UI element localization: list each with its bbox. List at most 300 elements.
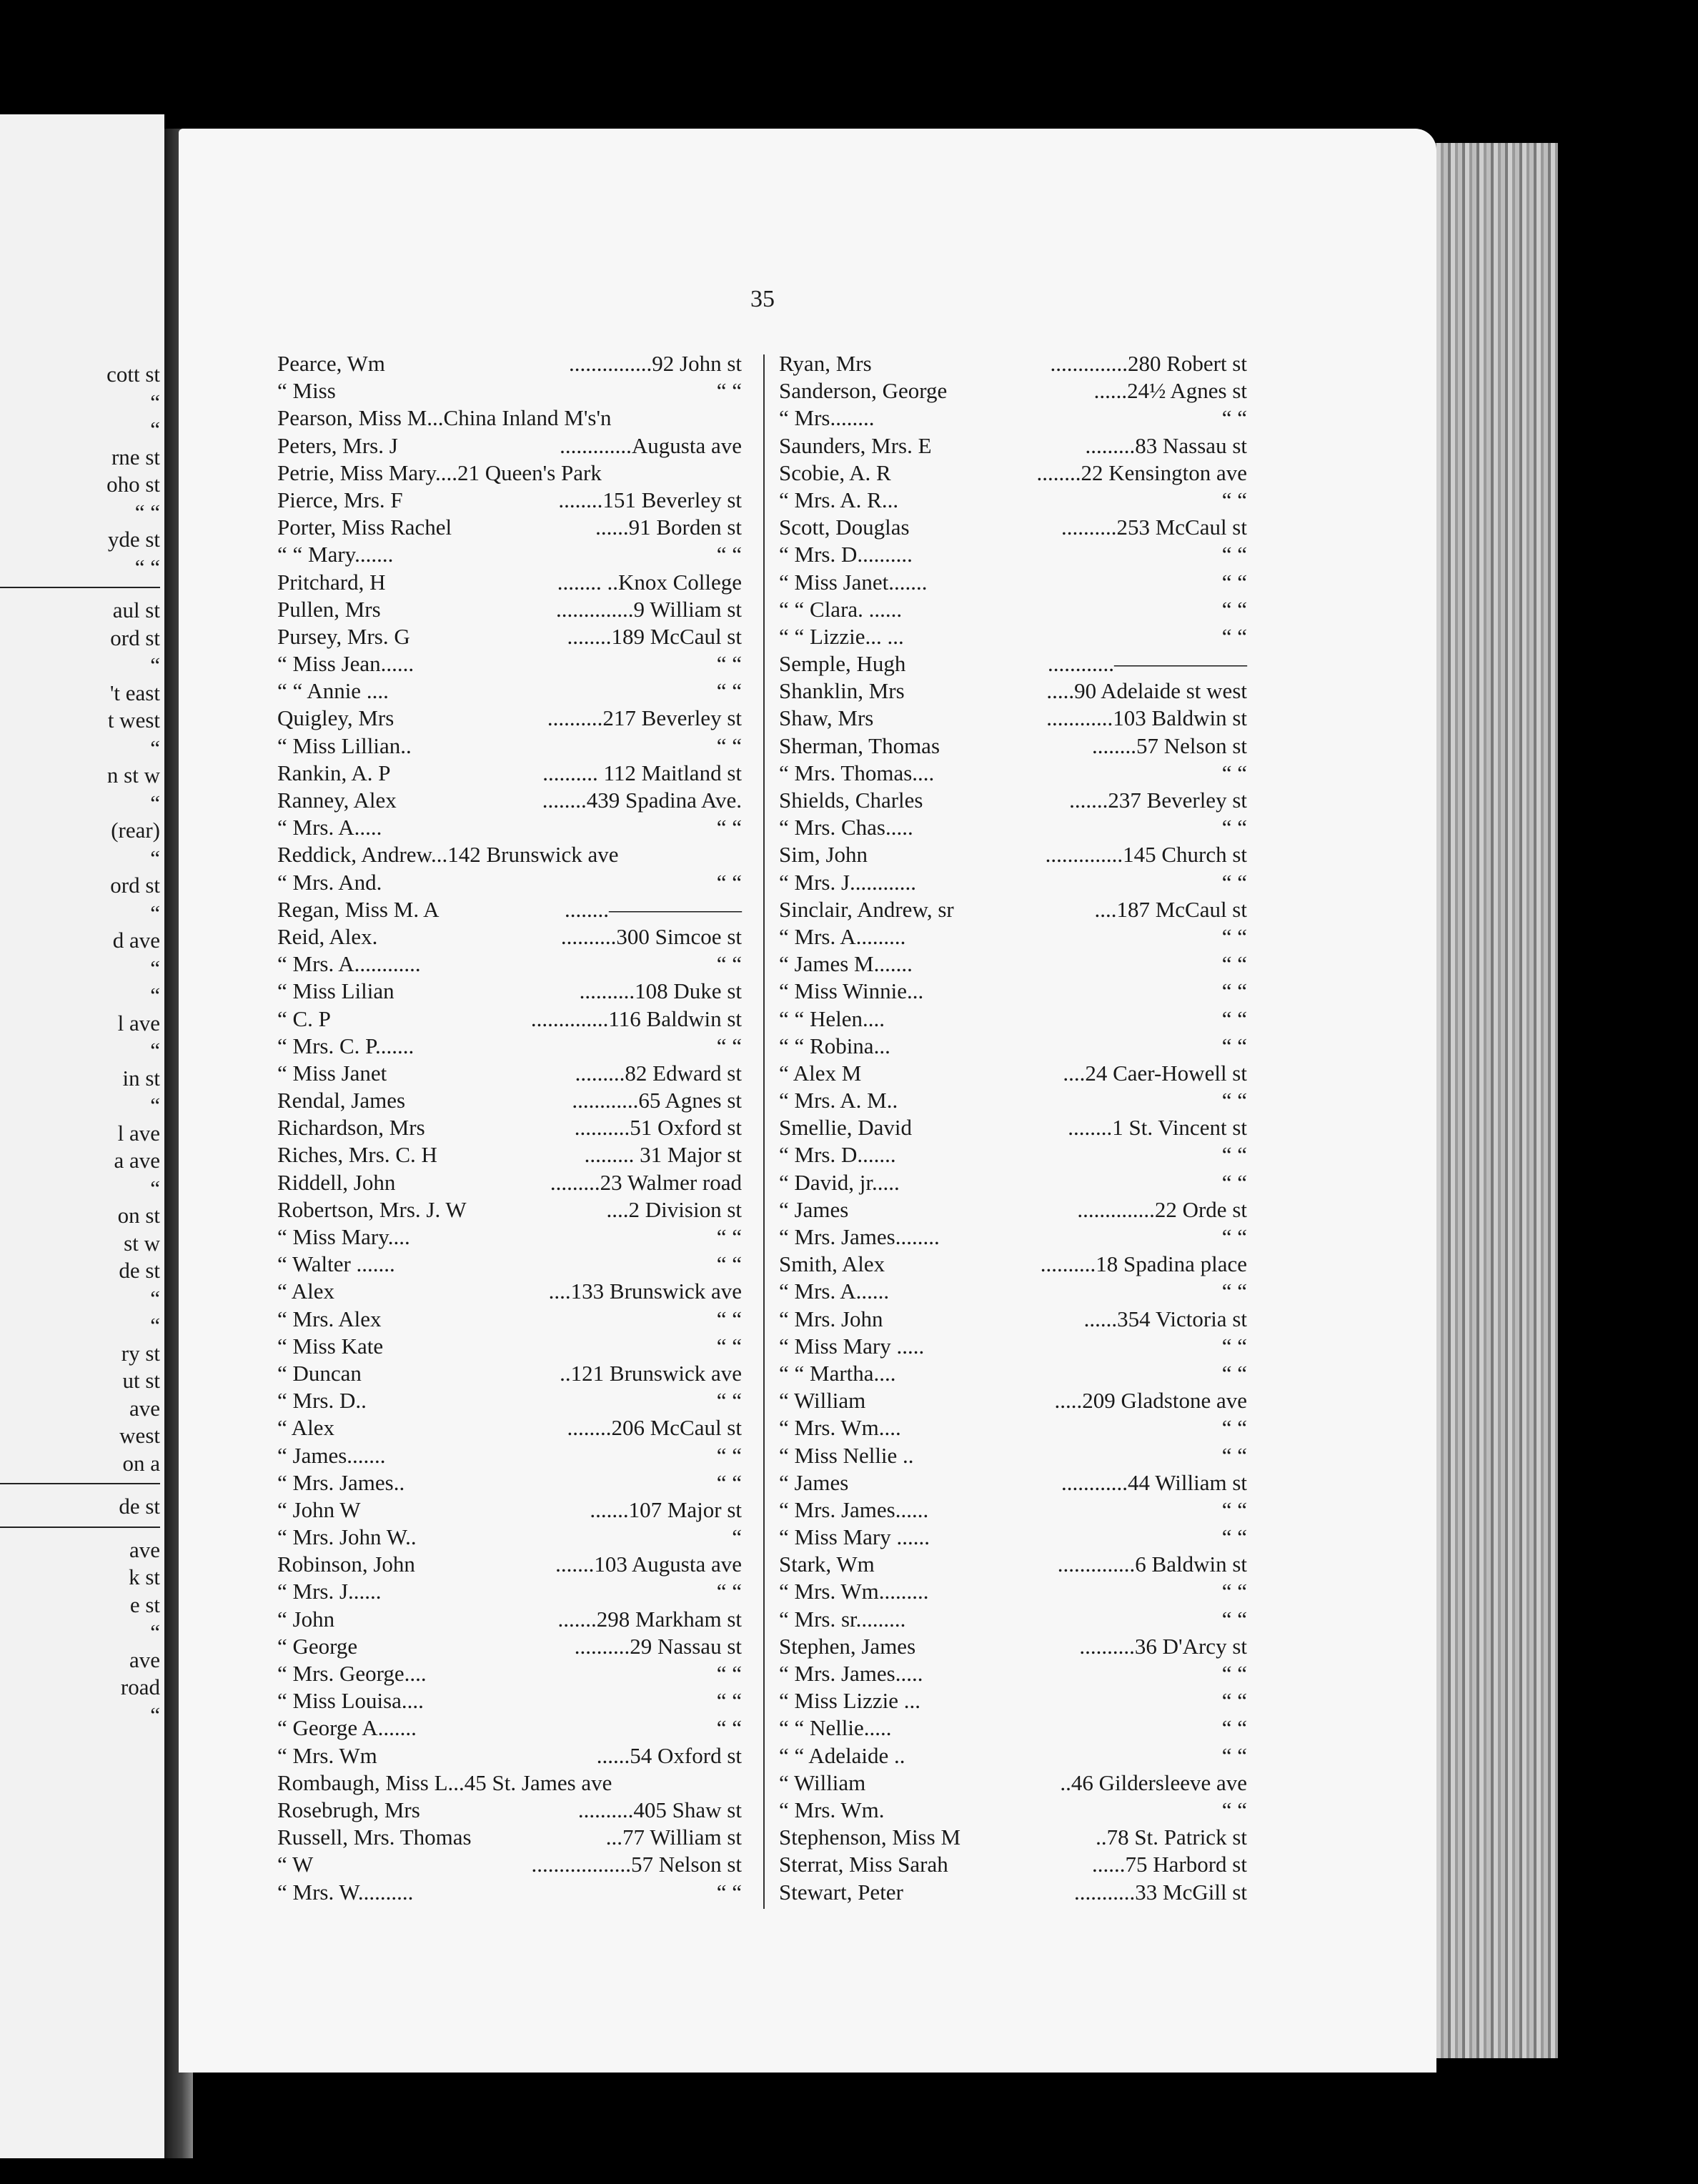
entry-address: .............Augusta ave <box>560 432 742 458</box>
entry-name: Sanderson, George <box>779 378 948 404</box>
left-page-text-fragment: road <box>120 1674 160 1699</box>
entry-address: “ “ <box>1221 569 1247 595</box>
directory-entry <box>779 350 1247 377</box>
entry-name: Stark, Wm <box>779 1552 875 1577</box>
directory-entry <box>277 623 742 650</box>
entry-address: ............65 Agnes st <box>572 1088 742 1113</box>
entry-name: “ Mrs. D.. <box>277 1388 367 1414</box>
directory-entry <box>779 1687 1247 1714</box>
left-page-text-fragment: e st <box>129 1592 160 1617</box>
directory-entry <box>779 705 1247 732</box>
entry-address: “ “ <box>1221 542 1247 567</box>
left-page-text-fragment: ave <box>129 1395 160 1421</box>
directory-entry <box>277 1714 742 1742</box>
left-page-text-fragment: rne st <box>111 444 160 470</box>
directory-entry <box>277 814 742 841</box>
entry-name: “ Mrs. And. <box>277 869 382 895</box>
directory-entry <box>779 541 1247 568</box>
directory-entry <box>779 1524 1247 1551</box>
left-page-text-fragment: yde st <box>107 527 160 552</box>
directory-entry <box>277 514 742 541</box>
entry-name: “ James <box>779 1196 849 1222</box>
entry-address: “ “ <box>1221 923 1247 949</box>
entry-name: “ Alex M <box>779 1060 862 1086</box>
entry-name: Saunders, Mrs. E <box>779 432 932 458</box>
left-page-text-fragment: on a <box>122 1450 160 1476</box>
entry-address: ............103 Baldwin st <box>1046 705 1247 731</box>
directory-entry <box>277 1006 742 1033</box>
entry-name: “ “ Annie .... <box>277 678 389 704</box>
directory-entry <box>779 1141 1247 1168</box>
left-page-text-fragment: “ <box>150 735 160 760</box>
directory-entry <box>779 677 1247 705</box>
entry-address: ....187 McCaul st <box>1094 896 1247 922</box>
directory-entry <box>277 705 742 732</box>
directory-entry <box>779 733 1247 760</box>
entry-address: “ “ <box>1221 1142 1247 1168</box>
entry-address: “ “ <box>716 869 742 895</box>
entry-address: “ “ <box>716 1579 742 1604</box>
entry-address: ........439 Spadina Ave. <box>542 788 742 813</box>
entry-address: ........57 Nelson st <box>1092 733 1247 758</box>
entry-address: “ “ <box>1221 405 1247 431</box>
entry-name: Russell, Mrs. Thomas <box>277 1825 472 1850</box>
entry-address: “ “ <box>716 1688 742 1714</box>
directory-entry <box>277 1797 742 1824</box>
entry-address: ..........29 Nassau st <box>574 1633 742 1659</box>
entry-address: “ “ <box>1221 1606 1247 1632</box>
directory-entry <box>277 869 742 896</box>
entry-name: “ James M....... <box>779 951 913 977</box>
entry-address: ......91 Borden st <box>595 515 742 540</box>
entry-address: “ “ <box>716 1033 742 1058</box>
entry-address: ........206 McCaul st <box>567 1415 742 1441</box>
entry-address: “ “ <box>1221 487 1247 512</box>
entry-name: “ William <box>779 1769 866 1795</box>
entry-address: “ “ <box>716 651 742 677</box>
directory-entry <box>277 1060 742 1087</box>
left-page-rule <box>0 587 160 588</box>
entry-address: “ “ <box>1221 1006 1247 1031</box>
directory-entry <box>277 1196 742 1223</box>
entry-name: “ Mrs. J...... <box>277 1579 382 1604</box>
directory-entry <box>779 1087 1247 1114</box>
entry-name: Shanklin, Mrs <box>779 678 905 704</box>
directory-entry <box>779 377 1247 404</box>
entry-name: Petrie, Miss Mary....21 Queen's Park <box>277 460 602 485</box>
entry-address: ............44 William st <box>1061 1469 1247 1495</box>
entry-name: Stephen, James <box>779 1633 916 1659</box>
left-page-text-fragment: “ <box>150 417 160 442</box>
entry-address: ........ ..Knox College <box>557 569 742 595</box>
entry-address: “ “ <box>1221 623 1247 649</box>
directory-entry <box>779 1797 1247 1824</box>
entry-name: “ Mrs. Chas..... <box>779 815 913 840</box>
entry-address: “ “ <box>716 1251 742 1277</box>
directory-entry <box>277 760 742 787</box>
entry-name: “ “ Adelaide .. <box>779 1742 905 1768</box>
directory-entry <box>277 950 742 978</box>
directory-entry <box>277 1442 742 1469</box>
entry-address: ..46 Gildersleeve ave <box>1060 1769 1247 1795</box>
entry-address: “ “ <box>716 951 742 977</box>
entry-name: “ Mrs. James.. <box>277 1469 405 1495</box>
entry-name: “ Mrs. Alex <box>277 1306 382 1331</box>
entry-name: Shields, Charles <box>779 788 923 813</box>
directory-entry <box>277 1251 742 1278</box>
entry-address: “ “ <box>716 542 742 567</box>
entry-name: Robertson, Mrs. J. W <box>277 1196 467 1222</box>
left-page-text-fragment: de st <box>119 1494 160 1519</box>
left-page-text-fragment: ave <box>129 1647 160 1672</box>
directory-entry <box>277 1333 742 1360</box>
directory-entry <box>779 404 1247 432</box>
entry-name: Regan, Miss M. A <box>277 896 440 922</box>
directory-entry <box>779 514 1247 541</box>
directory-entry <box>277 1742 742 1769</box>
directory-entry <box>277 460 742 487</box>
left-page-text-fragment: in st <box>122 1065 160 1091</box>
entry-name: “ Mrs. A......... <box>779 923 906 949</box>
entry-address: .......... 112 Maitland st <box>542 760 742 785</box>
directory-entry <box>277 1578 742 1605</box>
entry-name: “ Mrs. sr......... <box>779 1606 906 1632</box>
directory-entry <box>779 1496 1247 1524</box>
entry-name: Semple, Hugh <box>779 651 906 677</box>
directory-entry <box>277 1660 742 1687</box>
left-page-text-fragment: “ <box>150 1038 160 1063</box>
directory-entry <box>779 623 1247 650</box>
directory-entry <box>779 1114 1247 1141</box>
entry-name: “ Miss Mary.... <box>277 1224 410 1249</box>
entry-address: ......54 Oxford st <box>596 1742 742 1768</box>
entry-address: “ “ <box>1221 1797 1247 1822</box>
directory-entry <box>277 1769 742 1797</box>
directory-entry <box>277 1033 742 1060</box>
directory-entry <box>277 404 742 432</box>
entry-name: “ Mrs. James........ <box>779 1224 940 1249</box>
entry-name: “ William <box>779 1388 866 1414</box>
entry-address: ..........18 Spadina place <box>1040 1251 1247 1277</box>
entry-name: “ Mrs. A..... <box>277 815 382 840</box>
directory-entry <box>277 1633 742 1660</box>
directory-entry <box>277 1496 742 1524</box>
entry-name: Rankin, A. P <box>277 760 391 785</box>
entry-address: “ <box>732 1524 742 1550</box>
entry-address: “ “ <box>716 1661 742 1686</box>
directory-entry <box>277 1879 742 1906</box>
entry-address: “ “ <box>1221 1224 1247 1249</box>
entry-name: “ Mrs. A. M.. <box>779 1088 898 1113</box>
directory-entry <box>277 1087 742 1114</box>
entry-name: “ Mrs. Wm <box>277 1742 377 1768</box>
left-page-text-fragment: l ave <box>117 1010 160 1036</box>
entry-name: “ Miss Winnie... <box>779 978 924 1004</box>
entry-name: “ Mrs. C. P....... <box>277 1033 414 1058</box>
left-page-text-fragment: 't east <box>109 680 160 705</box>
entry-address: “ “ <box>1221 869 1247 895</box>
entry-name: Sinclair, Andrew, sr <box>779 896 954 922</box>
left-page-fragment <box>0 114 164 2158</box>
entry-name: Smith, Alex <box>779 1251 885 1277</box>
directory-entry <box>779 869 1247 896</box>
entry-name: “ Mrs........ <box>779 405 875 431</box>
left-page-text-fragment: ord st <box>110 625 160 650</box>
entry-address: “ “ <box>716 1469 742 1495</box>
entry-address: “ “ <box>1221 1415 1247 1441</box>
directory-entry <box>277 1469 742 1496</box>
entry-address: “ “ <box>1221 1033 1247 1058</box>
directory-entry <box>779 1879 1247 1906</box>
entry-name: “ W <box>277 1852 314 1877</box>
directory-entry <box>779 460 1247 487</box>
directory-entry <box>779 1578 1247 1605</box>
directory-entry <box>779 1551 1247 1578</box>
entry-name: “ John W <box>277 1496 361 1522</box>
entry-address: ..............6 Baldwin st <box>1057 1552 1247 1577</box>
directory-entry <box>277 1114 742 1141</box>
entry-address: ......24½ Agnes st <box>1093 378 1247 404</box>
entry-address: “ “ <box>716 1306 742 1331</box>
directory-entry <box>779 950 1247 978</box>
directory-entry <box>277 596 742 623</box>
entry-address: ....24 Caer-Howell st <box>1063 1060 1247 1086</box>
entry-address: “ “ <box>1221 1279 1247 1304</box>
entry-address: “ “ <box>1221 1688 1247 1714</box>
directory-column-left <box>277 350 742 1906</box>
entry-name: Richardson, Mrs <box>277 1115 425 1141</box>
entry-address: .........23 Walmer road <box>550 1169 742 1195</box>
directory-entry <box>277 1387 742 1414</box>
entry-name: Rendal, James <box>277 1088 406 1113</box>
entry-address: ......75 Harbord st <box>1092 1852 1247 1877</box>
left-page-text-fragment: “ <box>150 845 160 870</box>
entry-name: “ “ Robina... <box>779 1033 890 1058</box>
entry-address: ..........36 D'Arcy st <box>1079 1633 1247 1659</box>
left-page-text-fragment: “ <box>150 1702 160 1727</box>
directory-entry <box>779 1633 1247 1660</box>
directory-entry <box>277 841 742 868</box>
entry-name: “ “ Lizzie... ... <box>779 623 904 649</box>
directory-entry <box>277 787 742 814</box>
entry-name: Rombaugh, Miss L...45 St. James ave <box>277 1769 612 1795</box>
directory-entry <box>779 896 1247 923</box>
entry-address: ..............22 Orde st <box>1077 1196 1247 1222</box>
entry-address: “ “ <box>716 678 742 704</box>
directory-entry <box>779 1060 1247 1087</box>
entry-name: “ Mrs. A. R... <box>779 487 899 512</box>
entry-name: Pierce, Mrs. F <box>277 487 403 512</box>
entry-address: “ “ <box>1221 1333 1247 1359</box>
entry-name: “ Miss Kate <box>277 1333 384 1359</box>
entry-name: Shaw, Mrs <box>779 705 874 731</box>
entry-address: “ “ <box>1221 815 1247 840</box>
directory-entry <box>779 760 1247 787</box>
entry-name: Riches, Mrs. C. H <box>277 1142 437 1168</box>
entry-address: ..........300 Simcoe st <box>560 923 742 949</box>
directory-entry <box>277 432 742 460</box>
directory-entry <box>779 1851 1247 1878</box>
entry-address: “ “ <box>1221 978 1247 1004</box>
entry-name: “ Mrs. Wm......... <box>779 1579 929 1604</box>
left-page-text-fragment: t west <box>107 708 160 733</box>
entry-address: .........82 Edward st <box>575 1060 742 1086</box>
directory-entry <box>277 1851 742 1878</box>
directory-entry <box>779 1006 1247 1033</box>
entry-address: “ “ <box>716 1224 742 1249</box>
left-page-text-fragment: “ <box>150 1313 160 1338</box>
entry-address: .......237 Beverley st <box>1069 788 1247 813</box>
entry-address: .......107 Major st <box>590 1496 742 1522</box>
entry-address: “ “ <box>1221 1442 1247 1468</box>
entry-address: .......103 Augusta ave <box>555 1552 742 1577</box>
left-page-text-fragment: l ave <box>117 1120 160 1146</box>
entry-name: “ George A....... <box>277 1715 417 1741</box>
entry-address: ..........51 Oxford st <box>574 1115 742 1141</box>
entry-name: “ Miss <box>277 378 336 404</box>
entry-name: “ Mrs. D....... <box>779 1142 896 1168</box>
directory-entry <box>779 814 1247 841</box>
directory-entry <box>779 1278 1247 1305</box>
entry-name: Robinson, John <box>277 1552 415 1577</box>
directory-entry <box>277 1414 742 1441</box>
directory-entry <box>779 1442 1247 1469</box>
left-page-text-fragment: “ <box>150 900 160 925</box>
entry-address: ..........217 Beverley st <box>547 705 742 731</box>
entry-address: “ “ <box>716 733 742 758</box>
entry-name: “ Miss Jean...... <box>277 651 414 677</box>
entry-name: Pearson, Miss M...China Inland M's'n <box>277 405 612 431</box>
entry-name: Riddell, John <box>277 1169 396 1195</box>
entry-address: ..............145 Church st <box>1045 842 1247 868</box>
directory-entry <box>277 569 742 596</box>
entry-name: “ James....... <box>277 1442 386 1468</box>
entry-address: “ “ <box>1221 1360 1247 1386</box>
page-number: 35 <box>750 286 775 312</box>
left-page-rule <box>0 1483 160 1484</box>
directory-entry <box>277 541 742 568</box>
left-page-text-fragment: a ave <box>114 1148 160 1173</box>
directory-entry <box>779 1824 1247 1851</box>
directory-entry <box>779 1714 1247 1742</box>
left-page-text-fragment: “ <box>150 1619 160 1644</box>
left-page-text-fragment: n st w <box>106 763 160 788</box>
entry-name: Pritchard, H <box>277 569 386 595</box>
entry-name: Reid, Alex. <box>277 923 378 949</box>
entry-address: ........22 Kensington ave <box>1036 460 1247 485</box>
directory-entry <box>779 841 1247 868</box>
entry-name: “ Mrs. W.......... <box>277 1879 414 1905</box>
entry-name: “ Mrs. James...... <box>779 1496 929 1522</box>
entry-name: “ Miss Lillian.. <box>277 733 412 758</box>
directory-entry <box>277 677 742 705</box>
entry-name: Pearce, Wm <box>277 351 385 376</box>
entry-name: Reddick, Andrew...142 Brunswick ave <box>277 842 619 868</box>
entry-address: “ “ <box>716 1333 742 1359</box>
directory-entry <box>277 1169 742 1196</box>
left-page-text-fragment: ry st <box>121 1340 160 1366</box>
entry-name: “ Walter ....... <box>277 1251 395 1277</box>
directory-entry <box>277 1141 742 1168</box>
left-page-text-fragment: “ <box>150 652 160 677</box>
directory-entry <box>277 1278 742 1305</box>
directory-entry <box>779 569 1247 596</box>
directory-entry <box>277 1223 742 1251</box>
left-page-text-fragment: (rear) <box>111 818 160 843</box>
entry-name: Scott, Douglas <box>779 515 910 540</box>
entry-name: “ Miss Lilian <box>277 978 394 1004</box>
entry-name: Smellie, David <box>779 1115 912 1141</box>
left-page-text-fragment: aul st <box>112 597 160 622</box>
entry-name: “ John <box>277 1606 335 1632</box>
entry-address: “ “ <box>1221 1088 1247 1113</box>
entry-address: ..............280 Robert st <box>1050 351 1247 376</box>
entry-address: ........151 Beverley st <box>558 487 742 512</box>
directory-entry <box>779 650 1247 677</box>
entry-name: “ Mrs. Wm.... <box>779 1415 901 1441</box>
entry-name: Sim, John <box>779 842 868 868</box>
entry-name: “ Duncan <box>277 1360 362 1386</box>
directory-entry <box>779 978 1247 1005</box>
entry-name: “ Mrs. A............ <box>277 951 421 977</box>
directory-entry <box>277 896 742 923</box>
entry-name: Pursey, Mrs. G <box>277 623 410 649</box>
left-page-text-fragment: st w <box>124 1230 160 1256</box>
entry-name: Rosebrugh, Mrs <box>277 1797 420 1822</box>
directory-entry <box>779 596 1247 623</box>
entry-name: “ Miss Louisa.... <box>277 1688 424 1714</box>
directory-entry <box>779 1414 1247 1441</box>
entry-address: ......354 Victoria st <box>1083 1306 1247 1331</box>
entry-address: “ “ <box>1221 1579 1247 1604</box>
directory-entry <box>277 923 742 950</box>
left-page-text-fragment: k st <box>129 1564 160 1589</box>
directory-entry <box>779 1360 1247 1387</box>
entry-name: “ Miss Janet....... <box>779 569 928 595</box>
directory-entry <box>277 1606 742 1633</box>
entry-name: “ Miss Lizzie ... <box>779 1688 921 1714</box>
left-page-text-fragment: “ <box>150 1093 160 1118</box>
left-page-text-fragment: ord st <box>110 873 160 898</box>
directory-entry <box>779 432 1247 460</box>
entry-address: ..............9 William st <box>556 596 742 622</box>
entry-address: “ “ <box>716 1442 742 1468</box>
directory-entry <box>779 1742 1247 1769</box>
entry-name: “ Mrs. George.... <box>277 1661 427 1686</box>
entry-name: Stewart, Peter <box>779 1879 903 1905</box>
directory-entry <box>277 377 742 404</box>
entry-address: “ “ <box>716 378 742 404</box>
entry-address: ........1 St. Vincent st <box>1068 1115 1247 1141</box>
directory-entry <box>277 1824 742 1851</box>
entry-address: ....2 Division st <box>606 1196 742 1222</box>
entry-name: “ C. P <box>277 1006 331 1031</box>
entry-name: “ Miss Nellie .. <box>779 1442 914 1468</box>
entry-name: Ranney, Alex <box>277 788 397 813</box>
left-page-text-fragment: west <box>119 1423 160 1448</box>
left-page-text-fragment: ut st <box>122 1368 160 1393</box>
entry-address: ..121 Brunswick ave <box>560 1360 742 1386</box>
left-page-text-fragment: cott st <box>106 362 160 387</box>
entry-name: “ Miss Janet <box>277 1060 387 1086</box>
entry-name: “ Mrs. Wm. <box>779 1797 885 1822</box>
entry-name: Porter, Miss Rachel <box>277 515 452 540</box>
entry-name: “ “ Mary....... <box>277 542 394 567</box>
entry-address: ..........108 Duke st <box>579 978 742 1004</box>
left-page-text-fragment: ave <box>129 1537 160 1562</box>
entry-name: “ Miss Mary ...... <box>779 1524 930 1550</box>
entry-address: ..78 St. Patrick st <box>1096 1825 1247 1850</box>
